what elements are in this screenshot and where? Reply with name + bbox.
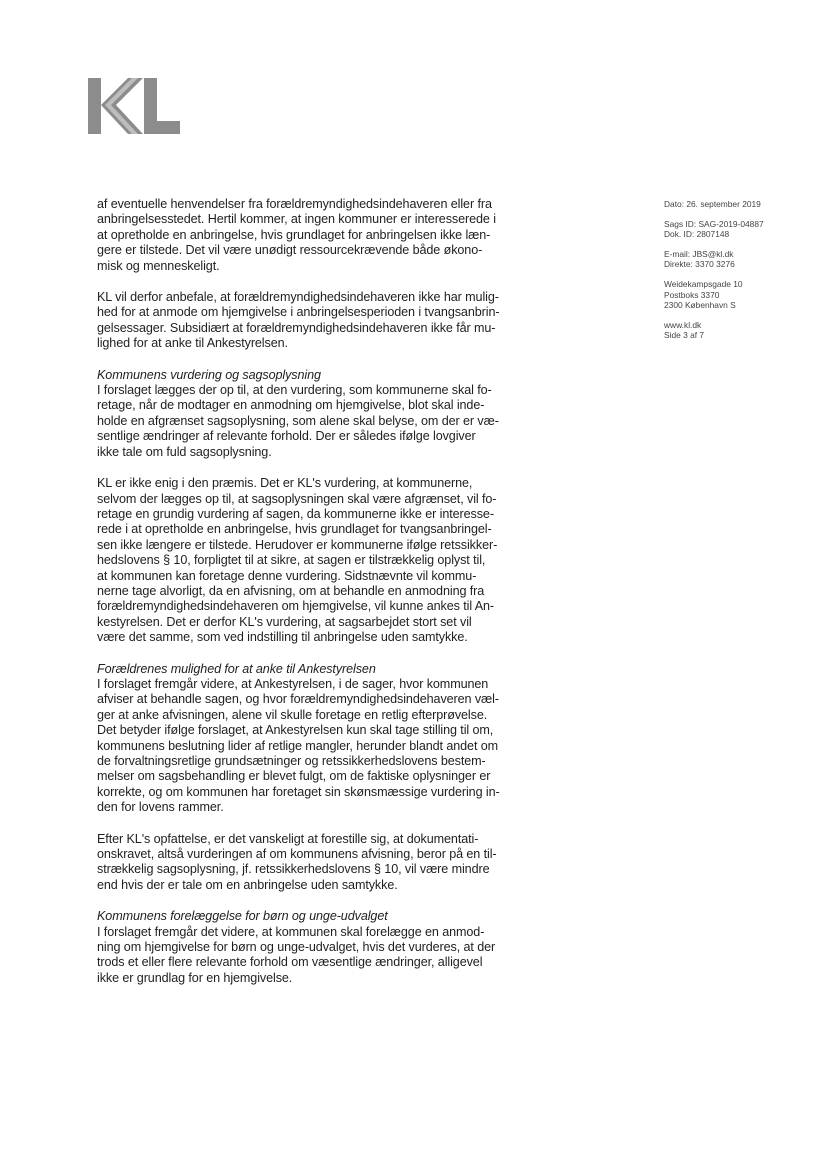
address-street: Weidekampsgade 10 <box>664 278 743 289</box>
letter-body <box>97 197 555 1002</box>
section-heading: Kommunens forelæggelse for børn og unge-udvalget <box>97 909 388 924</box>
page-number: Side 3 af 7 <box>664 330 705 341</box>
website: www.kl.dk <box>664 319 702 330</box>
section-kommunens-forelaeggelse: Kommunens forelæggelse for børn og unge-udvalget I forslaget fremgår det videre, at kommunen skal forelægge en anmod- ning om hjemgivelse for børn og unge-udvalget, hvis det vurderes, at der trods et eller flere relevante forhold om væsentlige ændringer, alligevel ikke er grundlag for en hjemgivelse. <box>97 909 555 986</box>
paragraph-kl-opfattelse: Efter KL's opfattelse, er det vanskeligt at forestille sig, at dokumentati- onskravet, altså vurderingen af om kommunens afvisning, beror på en til- strækkelig sagsoplysning, jf. retssikkerhedslovens § 10, vil være mindre end hvis der er tale om en anbringelse uden samtykke. <box>97 831 497 892</box>
kl-logo <box>88 78 180 134</box>
date-group <box>664 199 814 210</box>
letter-metadata <box>664 199 814 350</box>
document-id: Dok. ID: 2807148 <box>664 229 730 240</box>
section-heading: Forældrenes mulighed for at anke til Ankestyrelsen <box>97 661 376 676</box>
paragraph-2: KL vil derfor anbefale, at forældremyndighedsindehaveren ikke har mulig- hed for at anmode om hjemgivelse i anbringelsesperioden i tvangsanbrin- gelsessager. Subsidiært at forældremyndighedsindehaveren ikke får mu- lighed for at anke til Ankestyrelsen. <box>97 290 500 351</box>
web-and-page <box>664 320 814 341</box>
section-heading: Kommunens vurdering og sagsoplysning <box>97 367 321 382</box>
date: Dato: 26. september 2019 <box>664 199 761 209</box>
paragraph-1: af eventuelle henvendelser fra forældremyndighedsindehaveren eller fra anbringelsesstedet. Hertil kommer, at ingen kommuner er interesserede i at opretholde en anbringelse, hvis grundlaget for anbringelsen ikke læn- gere er tilstede. Det vil være unødigt ressourcekrævende både økono- misk og menneskeligt. <box>97 197 496 273</box>
email: E-mail: JBS@kl.dk <box>664 248 734 259</box>
address-box: Postboks 3370 <box>664 289 720 300</box>
section-kommunens-vurdering: Kommunens vurdering og sagsoplysning I forslaget lægges der op til, at den vurdering, som kommunerne skal fo- retage, når de modtager en anmodning om hjemgivelse, blot skal inde- holde en afgrænset sagsoplysning, som alene skal belyse, om der er væ- sentlige ændringer af relevante forhold. Der er således ifølge lovgiver ikke tale om fuld sagsoplysning. <box>97 368 555 460</box>
address <box>664 279 814 311</box>
section-foraeldrenes-mulighed: Forældrenes mulighed for at anke til Ankestyrelsen I forslaget fremgår videre, at Ankestyrelsen, i de sager, hvor kommunen afviser at behandle sagen, og hvor forældremyndighedsindehaveren væl- ger at anke afvisningen, alene vil skulle foretage en retlig efterprøvelse. Det betyder ifølge forslaget, at Ankestyrelsen kun skal tage stilling til om, kommunens beslutning lider af retlige mangler, herunder blandt andet om de forvaltningsretlige grundsætninger og retssikkerhedslovens bestem- melser om sagsbehandling er blevet fulgt, om de faktiske oplysninger er korrekte, og om kommunen har foretaget sin skønsmæssige vurdering in- den for lovens rammer. <box>97 662 555 816</box>
direct-phone: Direkte: 3370 3276 <box>664 259 735 270</box>
case-ids <box>664 219 814 240</box>
contact <box>664 249 814 270</box>
paragraph-kl-enig: KL er ikke enig i den præmis. Det er KL's vurdering, at kommunerne, selvom der lægges op til, at sagsoplysningen skal være afgrænset, vil fo- retage en grundig vurdering af sagen, da kommunerne ikke er interesse- rede i at opretholde en anbringelse, hvis grundlaget for tvangsanbringel- sen ikke længere er tilstede. Herudover er kommunerne ifølge retssikker- hedslovens § 10, forpligtet til at sikre, at sagen er tilstrækkelig oplyst til, at kommunen kan foretage denne vurdering. Sidstnævnte vil kommu- nerne tage alvorligt, da en afvisning, om at behandle en anmodning fra forældremyndighedsindehaveren om hjemgivelse, vil kunne ankes til An- kestyrelsen. Det er derfor KL's vurdering, at sagsarbejdet stort set vil være det samme, som ved indstilling til anbringelse uden samtykke. <box>97 476 498 645</box>
address-city: 2300 København S <box>664 300 736 311</box>
case-id: Sags ID: SAG-2019-04887 <box>664 218 764 229</box>
